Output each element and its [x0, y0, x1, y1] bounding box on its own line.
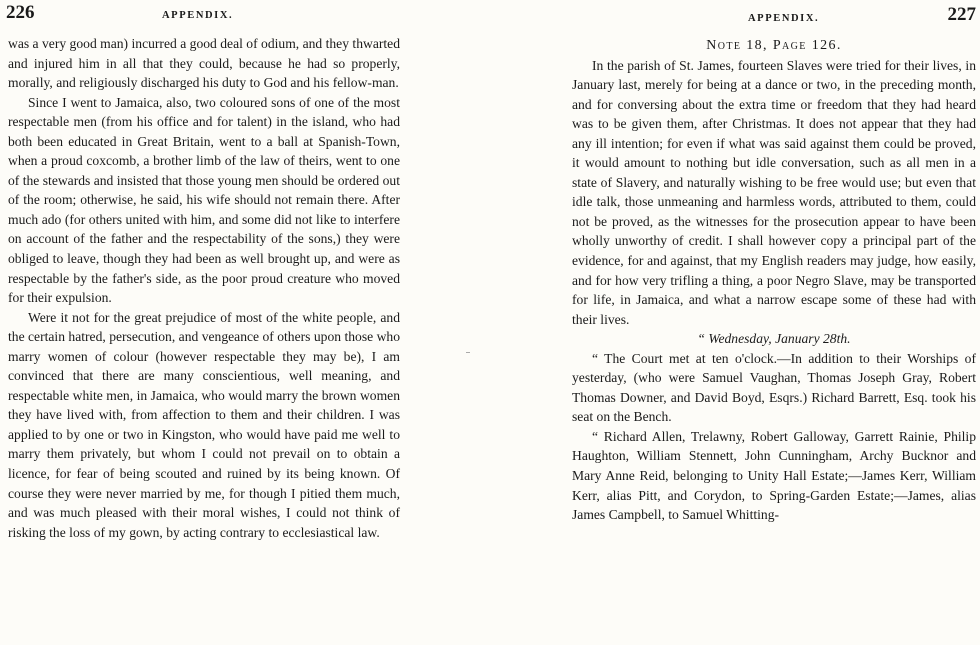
page-fold-mark	[466, 352, 470, 353]
right-running-head: APPENDIX.	[748, 13, 820, 24]
left-paragraph-3: Were it not for the great prejudice of most of the white people, and the certain hatred, persecution, and vengeance of others upon those who marry women of colour (however respectable they may be), I am convinced that there are many conscientious, well meaning, and respectable white men, in Jamaica, who would marry the brown women they have lived with, from affection to them and their children. I was applied to by one or two in Kingston, who would have paid me well to marry them privately, but whom I could not prevail on to obtain a licence, for fear of being scouted and ruined by its being known. Of course they were never married by me, for though I pitied them much, and was much pleased with their moral wishes, I could not think of risking the loss of my gown, by acting contrary to ecclesiastical law.	[8, 309, 400, 540]
left-page	[0, 0, 470, 645]
court-paragraph-1: “ The Court met at ten o'clock.—In addition to their Worships of yesterday, (who were Samuel Vaughan, Thomas Joseph Gray, Robert Thomas Downer, and David Boyd, Esqrs.) Richard Barrett, Esq. took his seat on the Bench.	[572, 350, 976, 425]
court-paragraph-2: “ Richard Allen, Trelawny, Robert Galloway, Garrett Rainie, Philip Haughton, William Stennett, John Cunningham, Archy Bucknor and Mary Anne Reid, belonging to Unity Hall Estate;—James Kerr, William Kerr, alias Pitt, and Corydon, to Spring-Garden Estate;—James, alias James Campbell, to Samuel Whitting-	[572, 428, 976, 523]
left-paragraph-1: was a very good man) incurred a good deal of odium, and they thwarted and injured him in all that they could, because he had so properly, morally, and religiously discharged his duty to God and his fellow-man.	[8, 36, 400, 91]
right-paragraph-1: In the parish of St. James, fourteen Slaves were tried for their lives, in January last, merely for being at a dance or two, in the preceding month, and for conversing about the extra time or freedom that they had heard was to be given them, after Christmas. It does not appear that they had any ill intention; for even if what was said against them could be proved, it would amount to nothing but idle conversation, such as all men in a state of Slavery, and naturally wishing to be free would use; but even that idle talk, those unmeaning and harmless words, attributed to them, could not be proved, as the witnesses for the prosecution appear to have been wholly unworthy of credit. I shall however copy a principal part of the evidence, for and against, that my English readers may judge, how easily, and for how very trifling a thing, a poor Negro Slave, may be transported for life, in Jamaica, and what a narrow escape some of these had with their lives.	[572, 57, 976, 327]
left-page-body	[8, 34, 400, 542]
left-page-number: 226	[6, 2, 35, 23]
left-paragraph-2: Since I went to Jamaica, also, two coloured sons of one of the most respectable men (from his office and for talent) in the island, who had both been educated in Great Britain, went to a ball at Spanish-Town, when a proud coxcomb, a brother limb of the law of theirs, went to one of the stewards and insisted that those young men should be ordered out of the room; otherwise, he said, his wife should not remain there. After much ado (for others united with him, and some did not like to interfere on account of the father and the respectability of the sons,) they were obliged to leave, though they had been as well brought up, and were as respectable by the father's side, as the poor proud creature who moved for their expulsion.	[8, 94, 400, 306]
right-page-number: 227	[947, 4, 976, 25]
note-heading: Note 18, Page 126.	[706, 38, 842, 53]
left-running-head: APPENDIX.	[162, 10, 234, 21]
right-page-header	[570, 0, 980, 32]
date-line: “ Wednesday, January 28th.	[697, 331, 851, 347]
right-page	[570, 0, 980, 645]
left-page-header	[0, 0, 470, 32]
right-page-body	[572, 36, 976, 525]
